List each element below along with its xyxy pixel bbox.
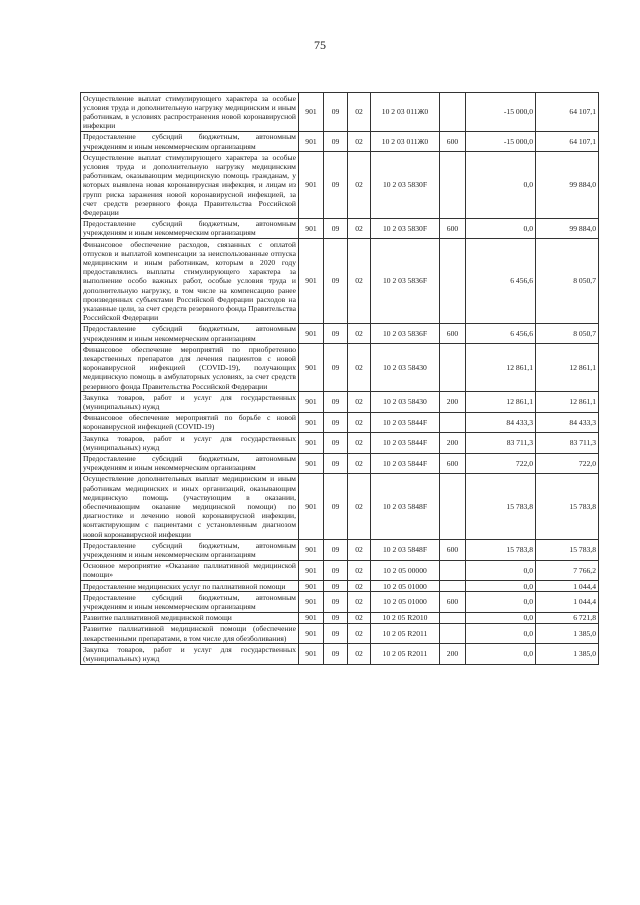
ministry-code: 901 bbox=[299, 433, 324, 453]
section-code: 09 bbox=[324, 581, 348, 592]
target-article: 10 2 03 5836F bbox=[371, 239, 440, 324]
row-name: Осуществление выплат стимулирующего характера за особые условия труда и дополнительную нагрузку медицинским и иным работникам, в условиях распространения новой коронавирусной инфекции bbox=[81, 93, 299, 132]
row-name: Финансовое обеспечение мероприятий по борьбе с новой коронавирусной инфекцией (COVID-19) bbox=[81, 412, 299, 432]
target-article: 10 2 03 011Ж0 bbox=[371, 93, 440, 132]
table-body bbox=[81, 93, 599, 665]
amount-2021: 99 884,0 bbox=[536, 152, 599, 218]
row-name: Развитие паллиативной медицинской помощи (обеспечение лекарственными препаратами, в том числе для обезболивания) bbox=[81, 623, 299, 643]
ministry-code: 901 bbox=[299, 473, 324, 539]
amount-2020: 15 783,8 bbox=[466, 473, 536, 539]
subsection-code: 02 bbox=[348, 592, 371, 612]
table-row bbox=[81, 152, 599, 218]
expense-kind bbox=[440, 344, 466, 392]
section-code: 09 bbox=[324, 131, 348, 151]
section-code: 09 bbox=[324, 152, 348, 218]
table-row bbox=[81, 433, 599, 453]
ministry-code: 901 bbox=[299, 581, 324, 592]
ministry-code: 901 bbox=[299, 93, 324, 132]
expense-kind bbox=[440, 412, 466, 432]
table-row bbox=[81, 323, 599, 343]
amount-2021: 1 044,4 bbox=[536, 581, 599, 592]
subsection-code: 02 bbox=[348, 323, 371, 343]
ministry-code: 901 bbox=[299, 323, 324, 343]
ministry-code: 901 bbox=[299, 644, 324, 664]
amount-2020: -15 000,0 bbox=[466, 131, 536, 151]
target-article: 10 2 03 5836F bbox=[371, 323, 440, 343]
expense-kind bbox=[440, 581, 466, 592]
amount-2021: 83 711,3 bbox=[536, 433, 599, 453]
row-name: Предоставление субсидий бюджетным, автономным учреждениям и иным некоммерческим организациям bbox=[81, 540, 299, 560]
subsection-code: 02 bbox=[348, 453, 371, 473]
row-name: Закупка товаров, работ и услуг для государственных (муниципальных) нужд bbox=[81, 392, 299, 412]
table-row bbox=[81, 344, 599, 392]
page-number: 75 bbox=[314, 38, 326, 52]
expense-kind: 600 bbox=[440, 218, 466, 238]
expense-kind: 200 bbox=[440, 392, 466, 412]
subsection-code: 02 bbox=[348, 644, 371, 664]
section-code: 09 bbox=[324, 473, 348, 539]
subsection-code: 02 bbox=[348, 131, 371, 151]
target-article: 10 2 05 R2011 bbox=[371, 623, 440, 643]
amount-2020: 83 711,3 bbox=[466, 433, 536, 453]
table-row bbox=[81, 239, 599, 324]
subsection-code: 02 bbox=[348, 218, 371, 238]
table-row bbox=[81, 623, 599, 643]
subsection-code: 02 bbox=[348, 612, 371, 623]
target-article: 10 2 03 5848F bbox=[371, 473, 440, 539]
subsection-code: 02 bbox=[348, 392, 371, 412]
section-code: 09 bbox=[324, 433, 348, 453]
amount-2020: 0,0 bbox=[466, 644, 536, 664]
ministry-code: 901 bbox=[299, 344, 324, 392]
amount-2020: 12 861,1 bbox=[466, 344, 536, 392]
amount-2021: 84 433,3 bbox=[536, 412, 599, 432]
amount-2020: 0,0 bbox=[466, 612, 536, 623]
table-row bbox=[81, 412, 599, 432]
subsection-code: 02 bbox=[348, 623, 371, 643]
subsection-code: 02 bbox=[348, 433, 371, 453]
target-article: 10 2 03 5844F bbox=[371, 433, 440, 453]
expense-kind: 200 bbox=[440, 644, 466, 664]
row-name: Предоставление субсидий бюджетным, автономным учреждениям и иным некоммерческим организациям bbox=[81, 218, 299, 238]
table-row bbox=[81, 540, 599, 560]
amount-2021: 12 861,1 bbox=[536, 344, 599, 392]
table-row bbox=[81, 392, 599, 412]
target-article: 10 2 05 01000 bbox=[371, 581, 440, 592]
amount-2021: 8 050,7 bbox=[536, 239, 599, 324]
target-article: 10 2 03 58430 bbox=[371, 344, 440, 392]
section-code: 09 bbox=[324, 644, 348, 664]
section-code: 09 bbox=[324, 612, 348, 623]
ministry-code: 901 bbox=[299, 392, 324, 412]
section-code: 09 bbox=[324, 453, 348, 473]
table-row bbox=[81, 560, 599, 580]
row-name: Предоставление субсидий бюджетным, автономным учреждениям и иным некоммерческим организациям bbox=[81, 453, 299, 473]
expense-kind bbox=[440, 560, 466, 580]
section-code: 09 bbox=[324, 344, 348, 392]
target-article: 10 2 05 01000 bbox=[371, 592, 440, 612]
amount-2021: 7 766,2 bbox=[536, 560, 599, 580]
amount-2021: 1 385,0 bbox=[536, 644, 599, 664]
target-article: 10 2 05 00000 bbox=[371, 560, 440, 580]
amount-2020: 84 433,3 bbox=[466, 412, 536, 432]
amount-2021: 1 044,4 bbox=[536, 592, 599, 612]
section-code: 09 bbox=[324, 218, 348, 238]
subsection-code: 02 bbox=[348, 93, 371, 132]
expense-kind bbox=[440, 612, 466, 623]
amount-2021: 64 107,1 bbox=[536, 131, 599, 151]
row-name: Развитие паллиативной медицинской помощи bbox=[81, 612, 299, 623]
table-row bbox=[81, 473, 599, 539]
row-name: Финансовое обеспечение расходов, связанных с оплатой отпусков и выплатой компенсации за неиспользованные отпуска медицинским и иным работникам, которым в 2020 году предоставлялись выплаты стимулирующего характера за выполнение особо важных работ, особые условия труда и дополнительную нагрузку, в том числе на компенсацию ранее произведенных субъектами Российской Федерации расходов на указанные цели, за счет средств резервного фонда Правительства Российской Федерации bbox=[81, 239, 299, 324]
amount-2021: 12 861,1 bbox=[536, 392, 599, 412]
ministry-code: 901 bbox=[299, 152, 324, 218]
section-code: 09 bbox=[324, 623, 348, 643]
ministry-code: 901 bbox=[299, 239, 324, 324]
amount-2021: 15 783,8 bbox=[536, 540, 599, 560]
table-row bbox=[81, 453, 599, 473]
expense-kind: 600 bbox=[440, 131, 466, 151]
amount-2021: 1 385,0 bbox=[536, 623, 599, 643]
amount-2020: 0,0 bbox=[466, 623, 536, 643]
table-row bbox=[81, 644, 599, 664]
expense-kind bbox=[440, 152, 466, 218]
subsection-code: 02 bbox=[348, 152, 371, 218]
target-article: 10 2 03 5848F bbox=[371, 540, 440, 560]
subsection-code: 02 bbox=[348, 239, 371, 324]
subsection-code: 02 bbox=[348, 560, 371, 580]
ministry-code: 901 bbox=[299, 540, 324, 560]
table-row bbox=[81, 581, 599, 592]
amount-2020: 0,0 bbox=[466, 218, 536, 238]
target-article: 10 2 05 R2010 bbox=[371, 612, 440, 623]
target-article: 10 2 03 5844F bbox=[371, 412, 440, 432]
table-row bbox=[81, 612, 599, 623]
section-code: 09 bbox=[324, 560, 348, 580]
section-code: 09 bbox=[324, 412, 348, 432]
expense-kind: 600 bbox=[440, 592, 466, 612]
subsection-code: 02 bbox=[348, 344, 371, 392]
section-code: 09 bbox=[324, 392, 348, 412]
row-name: Предоставление субсидий бюджетным, автономным учреждениям и иным некоммерческим организациям bbox=[81, 131, 299, 151]
row-name: Финансовое обеспечение мероприятий по приобретению лекарственных препаратов для лечения пациентов с новой коронавирусной инфекцией (COVID-19), получающих медицинскую помощь в амбулаторных условиях, за счет средств резервного фонда Правительства Российской Федерации bbox=[81, 344, 299, 392]
amount-2021: 15 783,8 bbox=[536, 473, 599, 539]
row-name: Осуществление выплат стимулирующего характера за особые условия труда и дополнительную нагрузку медицинским работникам, оказывающим медицинскую помощь гражданам, у которых выявлена новая коронавирусная инфекция, и лицам из групп риска заражения новой коронавирусной инфекцией, за счет средств резервного фонда Правительства Российской Федерации bbox=[81, 152, 299, 218]
ministry-code: 901 bbox=[299, 612, 324, 623]
ministry-code: 901 bbox=[299, 623, 324, 643]
amount-2020: 6 456,6 bbox=[466, 323, 536, 343]
row-name: Основное мероприятие «Оказание паллиативной медицинской помощи» bbox=[81, 560, 299, 580]
subsection-code: 02 bbox=[348, 412, 371, 432]
amount-2021: 64 107,1 bbox=[536, 93, 599, 132]
amount-2020: 0,0 bbox=[466, 152, 536, 218]
amount-2020: 0,0 bbox=[466, 581, 536, 592]
section-code: 09 bbox=[324, 592, 348, 612]
row-name: Предоставление медицинских услуг по паллиативной помощи bbox=[81, 581, 299, 592]
target-article: 10 2 03 58430 bbox=[371, 392, 440, 412]
amount-2021: 722,0 bbox=[536, 453, 599, 473]
row-name: Предоставление субсидий бюджетным, автономным учреждениям и иным некоммерческим организациям bbox=[81, 592, 299, 612]
row-name: Осуществление дополнительных выплат медицинским и иным работникам медицинских и иных организаций, оказывающим медицинскую помощь (участвующим в оказании, обеспечивающим оказание медицинской помощи) по диагностике и лечению новой коронавирусной инфекции, контактирующим с пациентами с установленным диагнозом новой коронавирусной инфекции bbox=[81, 473, 299, 539]
expense-kind: 600 bbox=[440, 540, 466, 560]
ministry-code: 901 bbox=[299, 131, 324, 151]
target-article: 10 2 05 R2011 bbox=[371, 644, 440, 664]
ministry-code: 901 bbox=[299, 218, 324, 238]
amount-2020: 722,0 bbox=[466, 453, 536, 473]
expense-kind bbox=[440, 93, 466, 132]
expense-kind bbox=[440, 239, 466, 324]
section-code: 09 bbox=[324, 239, 348, 324]
amount-2020: 15 783,8 bbox=[466, 540, 536, 560]
row-name: Закупка товаров, работ и услуг для государственных (муниципальных) нужд bbox=[81, 644, 299, 664]
subsection-code: 02 bbox=[348, 540, 371, 560]
amount-2021: 99 884,0 bbox=[536, 218, 599, 238]
target-article: 10 2 03 011Ж0 bbox=[371, 131, 440, 151]
ministry-code: 901 bbox=[299, 560, 324, 580]
expense-kind: 600 bbox=[440, 323, 466, 343]
expense-kind bbox=[440, 473, 466, 539]
budget-table bbox=[80, 92, 599, 665]
subsection-code: 02 bbox=[348, 473, 371, 539]
amount-2020: 6 456,6 bbox=[466, 239, 536, 324]
target-article: 10 2 03 5844F bbox=[371, 453, 440, 473]
section-code: 09 bbox=[324, 540, 348, 560]
amount-2020: 12 861,1 bbox=[466, 392, 536, 412]
ministry-code: 901 bbox=[299, 412, 324, 432]
ministry-code: 901 bbox=[299, 592, 324, 612]
table-row bbox=[81, 218, 599, 238]
table-row bbox=[81, 131, 599, 151]
expense-kind: 600 bbox=[440, 453, 466, 473]
table-row bbox=[81, 93, 599, 132]
table-row bbox=[81, 592, 599, 612]
subsection-code: 02 bbox=[348, 581, 371, 592]
section-code: 09 bbox=[324, 323, 348, 343]
amount-2020: -15 000,0 bbox=[466, 93, 536, 132]
section-code: 09 bbox=[324, 93, 348, 132]
expense-kind bbox=[440, 623, 466, 643]
amount-2020: 0,0 bbox=[466, 560, 536, 580]
amount-2020: 0,0 bbox=[466, 592, 536, 612]
amount-2021: 6 721,8 bbox=[536, 612, 599, 623]
amount-2021: 8 050,7 bbox=[536, 323, 599, 343]
expense-kind: 200 bbox=[440, 433, 466, 453]
row-name: Предоставление субсидий бюджетным, автономным учреждениям и иным некоммерческим организациям bbox=[81, 323, 299, 343]
target-article: 10 2 03 5830F bbox=[371, 218, 440, 238]
row-name: Закупка товаров, работ и услуг для государственных (муниципальных) нужд bbox=[81, 433, 299, 453]
ministry-code: 901 bbox=[299, 453, 324, 473]
target-article: 10 2 03 5830F bbox=[371, 152, 440, 218]
